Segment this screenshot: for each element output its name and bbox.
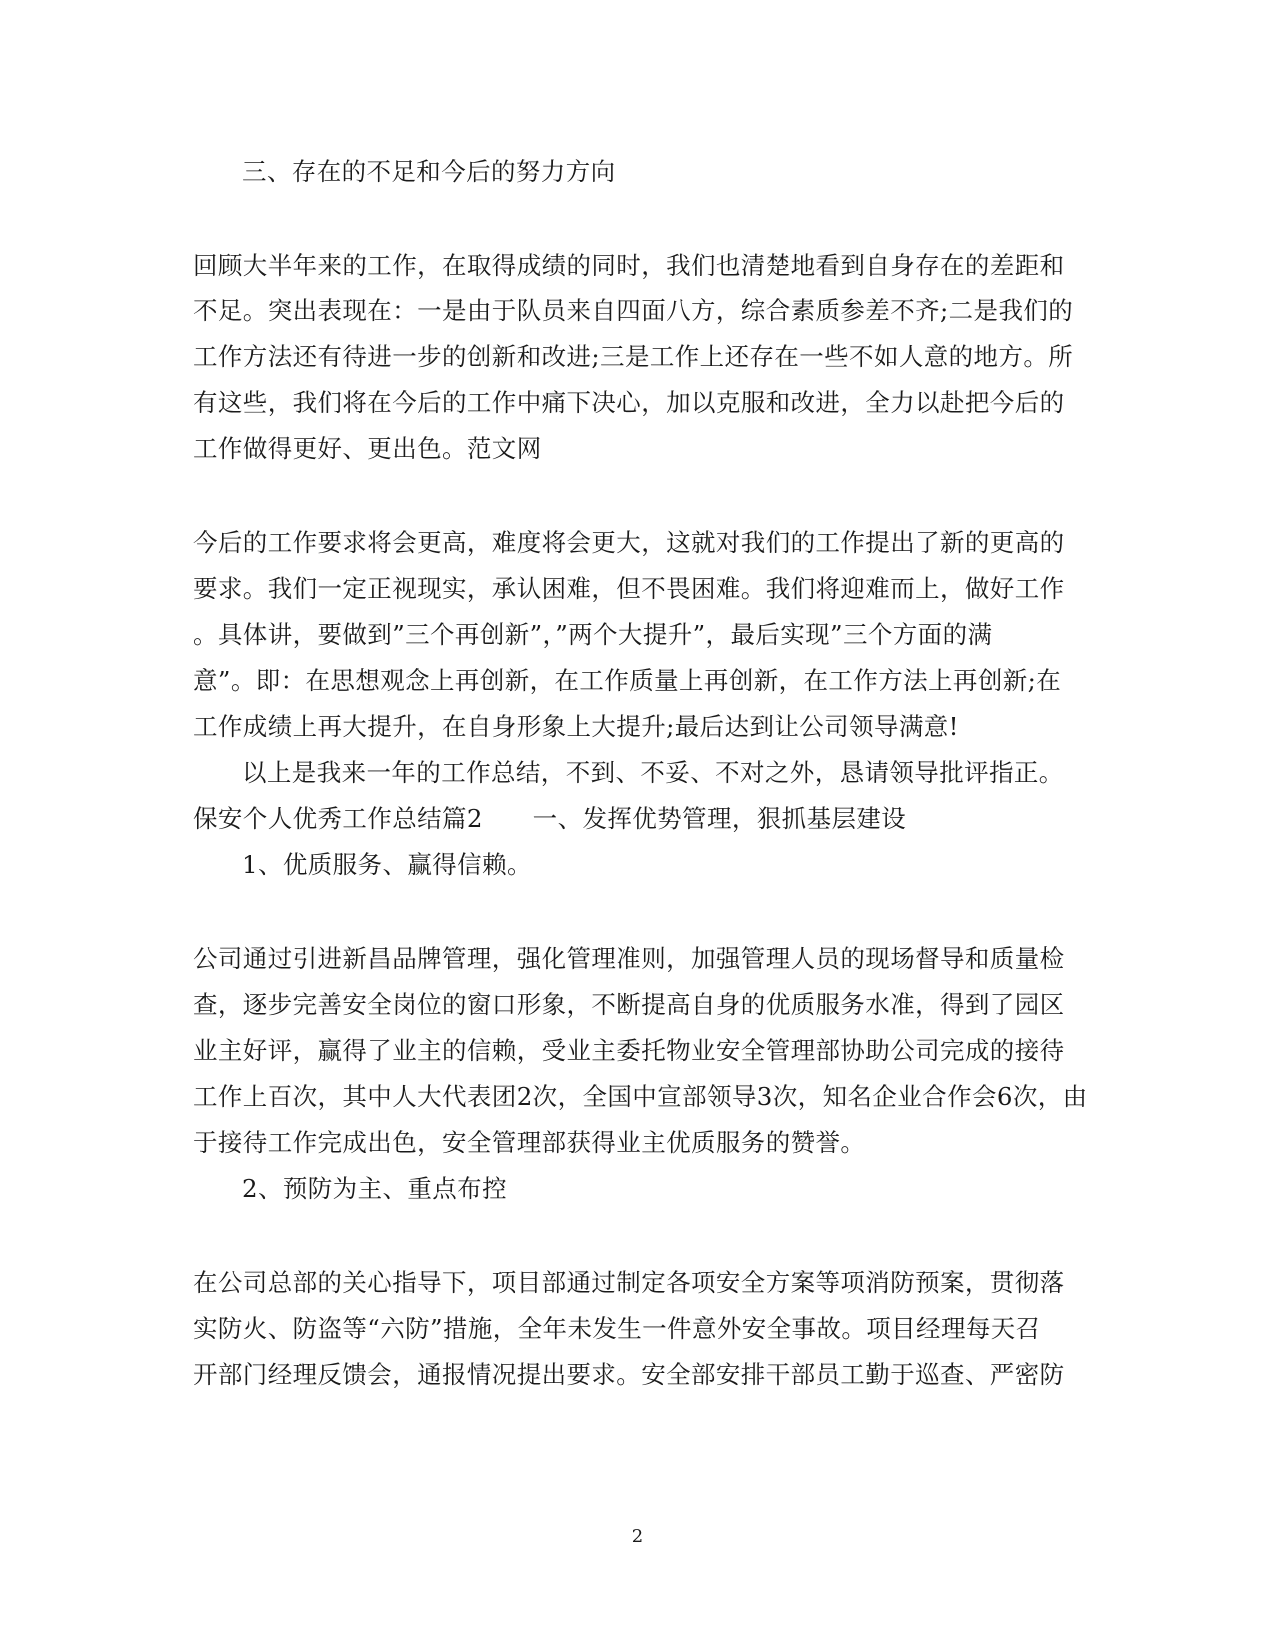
paragraph-line: 工作成绩上再大提升，在自身形象上大提升;最后达到让公司领导满意! xyxy=(193,712,959,741)
subsection-heading: 1、优质服务、赢得信赖。 xyxy=(242,850,532,879)
paragraph-line: 。具体讲，要做到”三个再创新”，”两个大提升”，最后实现”三个方面的满 xyxy=(193,620,993,649)
paragraph-line: 今后的工作要求将会更高，难度将会更大，这就对我们的工作提出了新的更高的 xyxy=(193,528,1065,557)
paragraph-line: 意”。即：在思想观念上再创新，在工作质量上再创新，在工作方法上再创新;在 xyxy=(193,666,1062,695)
page-number: 2 xyxy=(631,1526,644,1547)
paragraph-line: 开部门经理反馈会，通报情况提出要求。安全部安排干部员工勤于巡查、严密防 xyxy=(193,1360,1065,1389)
paragraph-line: 有这些，我们将在今后的工作中痛下决心，加以克服和改进，全力以赴把今后的 xyxy=(193,388,1065,417)
paragraph-line: 业主好评，赢得了业主的信赖，受业主委托物业安全管理部协助公司完成的接待 xyxy=(193,1036,1065,1065)
paragraph-line: 以上是我来一年的工作总结，不到、不妥、不对之外，恳请领导批评指正。 xyxy=(242,758,1064,787)
paragraph-line: 于接待工作完成出色，安全管理部获得业主优质服务的赞誉。 xyxy=(193,1128,866,1157)
paragraph-line: 要求。我们一定正视现实，承认困难，但不畏困难。我们将迎难而上，做好工作 xyxy=(193,574,1065,603)
subsection-heading: 2、预防为主、重点布控 xyxy=(242,1174,507,1203)
paragraph-line: 公司通过引进新昌品牌管理，强化管理准则，加强管理人员的现场督导和质量检 xyxy=(193,944,1065,973)
paragraph-line: 工作上百次，其中人大代表团2次，全国中宣部领导3次，知名企业合作会6次，由 xyxy=(193,1082,1088,1111)
paragraph-line: 实防火、防盗等“六防”措施，全年未发生一件意外安全事故。项目经理每天召 xyxy=(193,1314,1041,1343)
paragraph-line: 回顾大半年来的工作，在取得成绩的同时，我们也清楚地看到自身存在的差距和 xyxy=(193,251,1065,280)
paragraph-line: 工作做得更好、更出色。范文网 xyxy=(193,434,542,463)
paragraph-line: 在公司总部的关心指导下，项目部通过制定各项安全方案等项消防预案，贯彻落 xyxy=(193,1268,1065,1297)
article-heading: 保安个人优秀工作总结篇2 一、发挥优势管理，狠抓基层建设 xyxy=(193,804,907,833)
paragraph-line: 工作方法还有待进一步的创新和改进;三是工作上还存在一些不如人意的地方。所 xyxy=(193,342,1074,371)
paragraph-line: 查，逐步完善安全岗位的窗口形象，不断提高自身的优质服务水准，得到了园区 xyxy=(193,990,1065,1019)
section-heading: 三、存在的不足和今后的努力方向 xyxy=(242,157,616,186)
paragraph-line: 不足。突出表现在：一是由于队员来自四面八方，综合素质参差不齐;二是我们的 xyxy=(193,296,1074,325)
